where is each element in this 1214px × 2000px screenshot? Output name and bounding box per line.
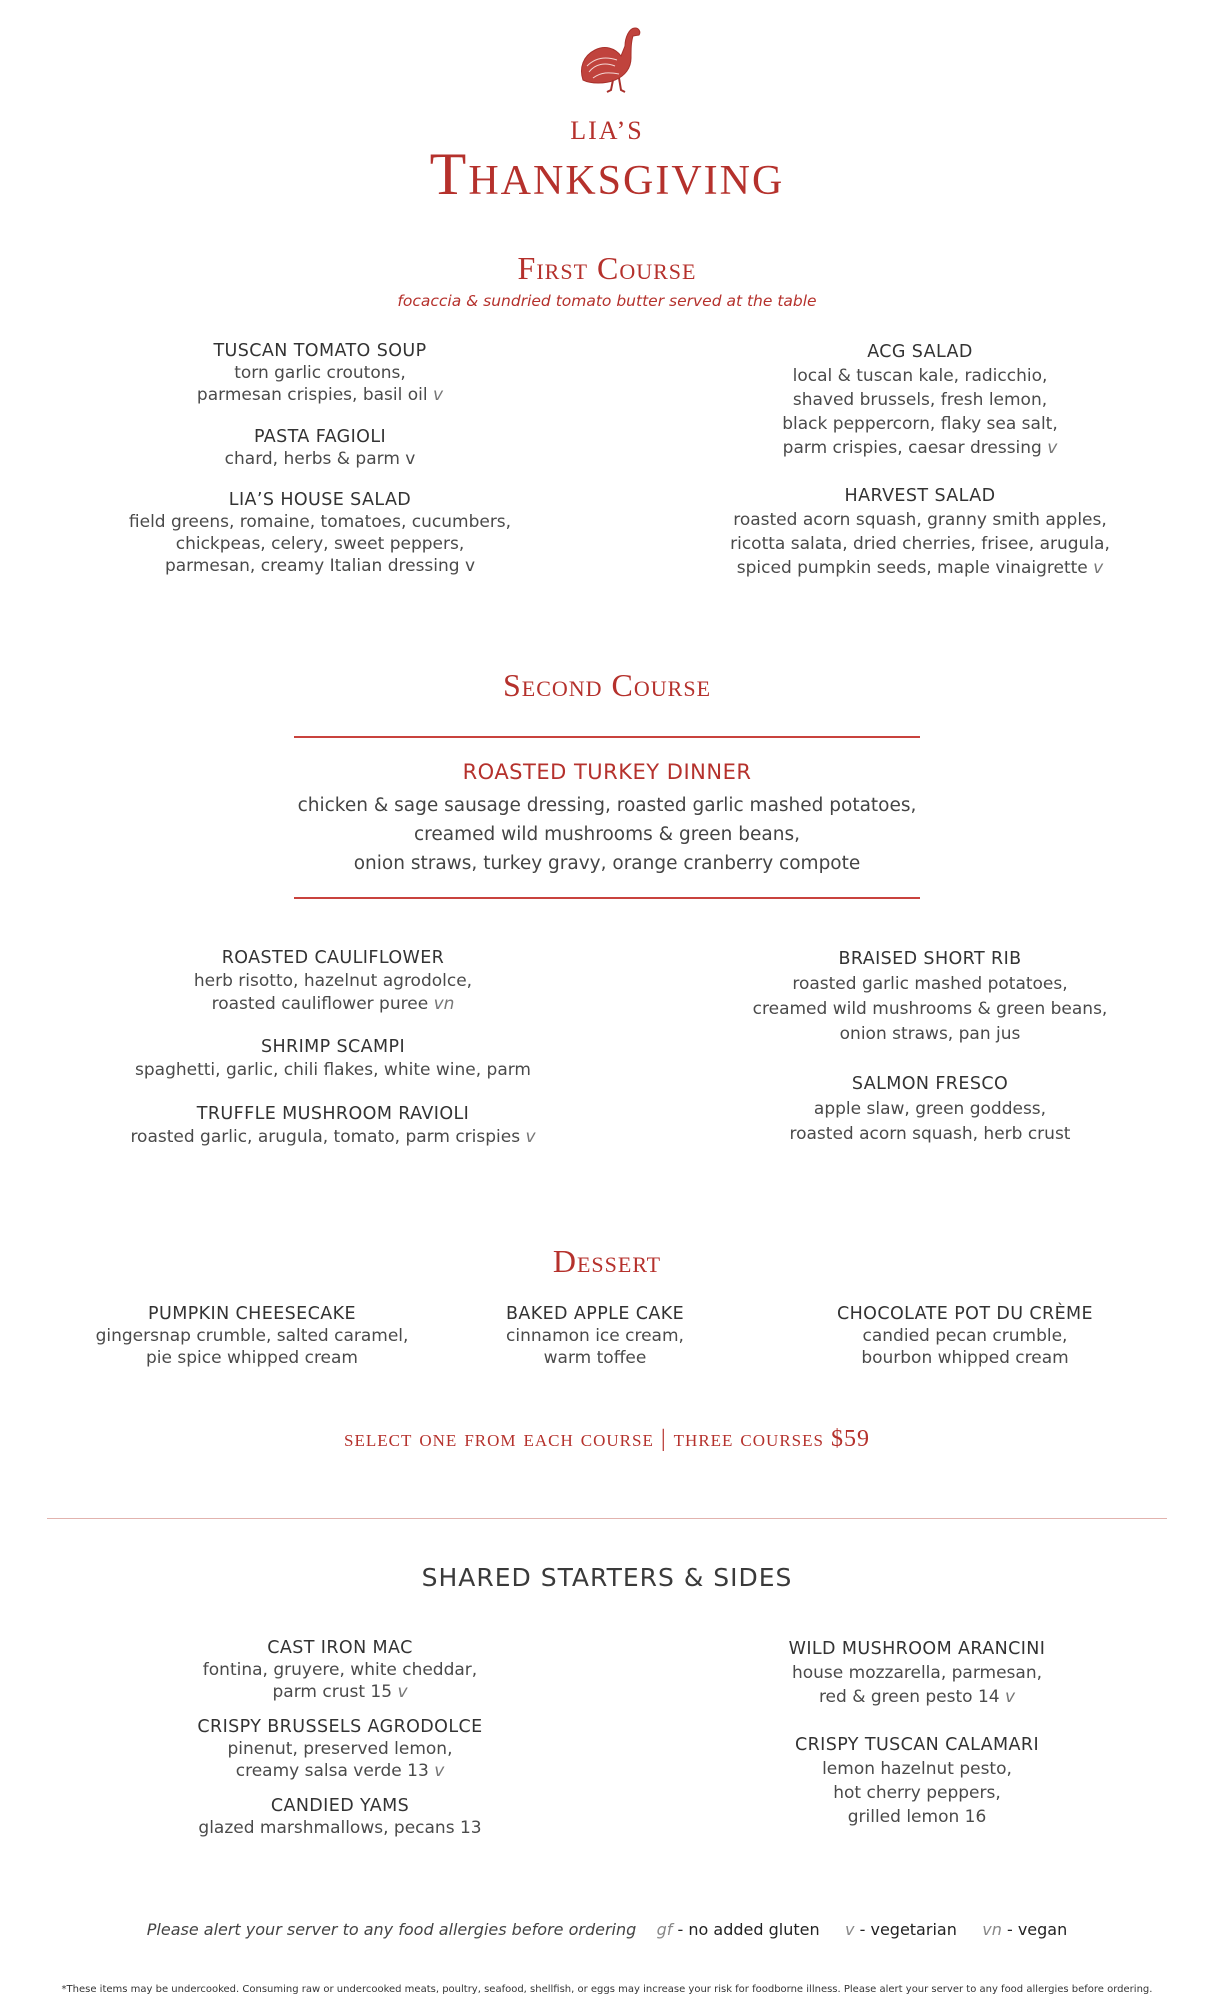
item-desc: ricotta salata, dried cherries, frisee, arugula,	[730, 534, 1110, 554]
menu-item	[717, 1733, 1117, 1829]
item-desc: red & green pesto 14	[818, 1687, 1000, 1707]
feature-desc-line: onion straws, turkey gravy, orange cranberry compote	[353, 853, 861, 874]
item-desc: roasted cauliflower puree	[211, 994, 429, 1014]
item-desc: spiced pumpkin seeds, maple vinaigrette	[736, 558, 1088, 578]
prix-fixe-price: select one from each course | three courses $59	[344, 1426, 870, 1452]
menu-item	[133, 947, 533, 1016]
menu-item	[110, 489, 530, 577]
item-desc: torn garlic croutons,	[234, 363, 406, 383]
menu-item	[140, 1716, 540, 1782]
item-desc: cinnamon ice cream,	[506, 1326, 684, 1346]
legend-code: v	[845, 1920, 855, 1939]
legend-label: vegetarian	[870, 1920, 957, 1939]
item-desc: local & tuscan kale, radicchio,	[792, 366, 1048, 386]
item-desc: roasted garlic mashed potatoes,	[792, 974, 1068, 994]
menu-item	[700, 484, 1140, 580]
item-desc: field greens, romaine, tomatoes, cucumbers,	[128, 512, 512, 532]
item-desc: creamed wild mushrooms & green beans,	[752, 999, 1108, 1019]
menu-item	[120, 426, 520, 470]
item-desc: parm crust 15	[272, 1682, 393, 1702]
dessert-title: Dessert	[552, 1243, 662, 1279]
item-desc: glazed marshmallows, pecans 13	[198, 1818, 482, 1838]
turkey-icon	[575, 22, 643, 94]
item-desc: lemon hazelnut pesto,	[822, 1759, 1012, 1779]
menu-item	[103, 1103, 563, 1149]
item-name: WILD MUSHROOM ARANCINI	[788, 1639, 1046, 1659]
feature-item-name: ROASTED TURKEY DINNER	[462, 760, 752, 784]
item-desc: black peppercorn, flaky sea salt,	[782, 414, 1058, 434]
item-desc: roasted garlic, arugula, tomato, parm crispies	[130, 1127, 521, 1147]
item-desc: parmesan crispies, basil oil	[196, 385, 428, 405]
menu-item	[730, 1072, 1130, 1147]
legend-code: gf	[656, 1920, 673, 1939]
item-desc: roasted acorn squash, herb crust	[789, 1124, 1071, 1144]
divider	[294, 736, 920, 738]
diet-tag: v	[1047, 438, 1058, 458]
diet-tag: v	[434, 1761, 445, 1781]
diet-tag: v	[525, 1127, 536, 1147]
disclaimer: *These items may be undercooked. Consuming raw or undercooked meats, poultry, seafood, shellfish, or eggs may increase your risk for foodborne illness. Please alert your server to any food allergies before ordering.	[61, 1984, 1153, 1995]
item-desc: candied pecan crumble,	[862, 1326, 1068, 1346]
item-desc: gingersnap crumble, salted caramel,	[95, 1326, 409, 1346]
item-desc: chickpeas, celery, sweet peppers,	[175, 534, 465, 554]
item-name: SALMON FRESCO	[851, 1074, 1009, 1094]
item-desc: grilled lemon 16	[847, 1807, 987, 1827]
item-name: CHOCOLATE POT DU CRÈME	[836, 1304, 1094, 1324]
item-name: BAKED APPLE CAKE	[505, 1304, 685, 1324]
menu-item	[140, 1795, 540, 1839]
diet-tag: v	[397, 1682, 408, 1702]
item-desc: roasted acorn squash, granny smith apples,	[733, 510, 1107, 530]
second-course-title: Second Course	[502, 667, 712, 703]
menu-item	[140, 1637, 540, 1703]
item-name: PUMPKIN CHEESECAKE	[148, 1304, 356, 1324]
feature-desc-line: creamed wild mushrooms & green beans,	[414, 824, 800, 845]
item-desc: bourbon whipped cream	[861, 1348, 1069, 1368]
item-desc: herb risotto, hazelnut agrodolce,	[193, 971, 473, 991]
item-desc: spaghetti, garlic, chili flakes, white wine, parm	[135, 1060, 531, 1080]
item-desc: pie spice whipped cream	[146, 1348, 358, 1368]
diet-tag: v	[433, 385, 444, 405]
menu-item	[103, 1036, 563, 1082]
item-name: CANDIED YAMS	[270, 1796, 410, 1816]
item-name: LIA’S HOUSE SALAD	[228, 490, 412, 510]
menu-item	[730, 947, 1130, 1047]
item-name: ACG SALAD	[867, 342, 973, 362]
item-name: SHRIMP SCAMPI	[260, 1037, 406, 1057]
item-name: TRUFFLE MUSHROOM RAVIOLI	[196, 1104, 470, 1124]
item-name: CRISPY TUSCAN CALAMARI	[794, 1735, 1040, 1755]
legend-label: no added gluten	[688, 1920, 820, 1939]
diet-tag: vn	[433, 994, 455, 1014]
menu-item	[800, 1303, 1130, 1369]
menu-item	[445, 1303, 745, 1369]
item-name: PASTA FAGIOLI	[253, 427, 387, 447]
menu-item	[700, 340, 1140, 460]
item-desc: shaved brussels, fresh lemon,	[792, 390, 1048, 410]
feature-desc-line: chicken & sage sausage dressing, roasted garlic mashed potatoes,	[297, 795, 917, 816]
feature-item-desc	[0, 791, 1214, 878]
item-desc: creamy salsa verde 13	[235, 1761, 429, 1781]
legend-label: vegan	[1017, 1920, 1068, 1939]
item-desc: fontina, gruyere, white cheddar,	[202, 1660, 478, 1680]
item-desc: parmesan, creamy Italian dressing v	[164, 556, 476, 576]
menu-item	[120, 340, 520, 406]
allergy-notice: Please alert your server to any food allergies before ordering	[146, 1920, 637, 1939]
diet-tag: v	[1005, 1687, 1016, 1707]
item-desc: hot cherry peppers,	[833, 1783, 1001, 1803]
item-desc: pinenut, preserved lemon,	[227, 1739, 453, 1759]
brand-name: LIA’S	[570, 116, 644, 145]
item-name: ROASTED CAULIFLOWER	[221, 948, 445, 968]
menu-item	[717, 1637, 1117, 1709]
item-name: TUSCAN TOMATO SOUP	[213, 341, 427, 361]
page-title: Thanksgiving	[429, 141, 785, 207]
shared-title: SHARED STARTERS & SIDES	[421, 1563, 793, 1592]
menu-item	[72, 1303, 432, 1369]
first-course-title: First Course	[517, 250, 697, 286]
item-name: CAST IRON MAC	[267, 1638, 413, 1658]
item-desc: parm crispies, caesar dressing	[782, 438, 1042, 458]
item-desc: warm toffee	[543, 1348, 647, 1368]
divider	[47, 1518, 1167, 1519]
item-name: CRISPY BRUSSELS AGRODOLCE	[197, 1717, 483, 1737]
diet-tag: v	[1093, 558, 1104, 578]
item-desc: chard, herbs & parm v	[224, 449, 416, 469]
item-desc: apple slaw, green goddess,	[813, 1099, 1047, 1119]
item-desc: house mozzarella, parmesan,	[791, 1663, 1042, 1683]
divider	[294, 897, 920, 899]
first-course-subtitle: focaccia & sundried tomato butter served at the table	[397, 292, 817, 310]
legend-code: vn	[982, 1920, 1002, 1939]
item-name: BRAISED SHORT RIB	[838, 949, 1022, 969]
item-desc: onion straws, pan jus	[839, 1024, 1021, 1044]
item-name: HARVEST SALAD	[844, 486, 996, 506]
allergy-legend: Please alert your server to any food allergies before ordering gf - no added gluten v - vegetarian vn - vegan	[146, 1920, 1068, 1939]
